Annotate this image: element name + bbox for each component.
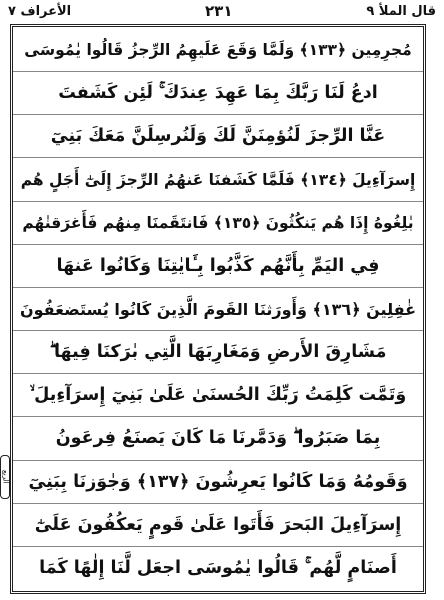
verse-line: وَتَمَّت كَلِمَتُ رَبِّكَ الحُسنَىٰ عَلَىٰ بَنِيٓ إِسرَآءِيلَ ۙ [13,374,423,417]
surah-name: الأعراف ٧ [8,3,72,19]
verse-line: بٰلِغُوهُ إِذَا هُم يَنكُثُونَ ﴿١٣٥﴾ فَانتَقَمنَا مِنهُم فَأَغرَقنٰهُم [13,202,423,245]
verse-line: أَصنَامٍ لَّهُم ۚ قَالُوا يٰمُوسَى اجعَل لَّنَا إِلٰهًا كَمَا [39,557,397,578]
verse-line: غٰفِلِينَ ﴿١٣٦﴾ وَأَورَثنَا القَومَ الَّذِينَ كَانُوا يُستَضعَفُونَ [13,288,423,331]
ruku-marker: الربع [0,455,10,499]
page-number: ٢٣١ [205,2,233,20]
verse-line: عَنَّا الرِّجزَ لَنُؤمِنَنَّ لَكَ وَلَنُرسِلَنَّ مَعَكَ بَنِيٓ [13,115,423,158]
verse-line: بِمَا صَبَرُوا ۖ وَدَمَّرنَا مَا كَانَ يَصنَعُ فِرعَونُ [13,417,423,460]
page-header [8,0,436,22]
verse-lines [13,29,423,589]
verse-line: فِي اليَمِّ بِأَنَّهُم كَذَّبُوا بِـَٔايٰتِنَا وَكَانُوا عَنهَا [13,245,423,288]
verse-line: ادعُ لَنَا رَبَّكَ بِمَا عَهِدَ عِندَكَ ۚ لَئِن كَشَفتَ [13,72,423,115]
verse-line: إِسرَآءِيلَ ﴿١٣٤﴾ فَلَمَّا كَشَفنَا عَنهُمُ الرِّجزَ إِلَىٰٓ أَجَلٍ هُم [13,158,423,201]
verse-line: مُجرِمِين ﴿١٣٣﴾ وَلَمَّا وَقَعَ عَلَيهِمُ الرِّجزُ قَالُوا يٰمُوسَى [13,29,423,72]
text-frame [10,24,426,594]
juz-name: قال الملأ ٩ [366,3,436,19]
verse-line: وَقَومُهُ وَمَا كَانُوا يَعرِشُونَ ﴿١٣٧﴾ وَجٰوَزنَا بِبَنِيٓ [13,461,423,504]
verse-line: إِسرَآءِيلَ البَحرَ فَأَتَوا عَلَىٰ قَومٍ يَعكُفُونَ عَلَىٰٓ [13,504,423,547]
verse-line: مَشَارِقَ الأَرضِ وَمَغَارِبَهَا الَّتِي بٰرَكنَا فِيهَا ۖ [13,331,423,374]
